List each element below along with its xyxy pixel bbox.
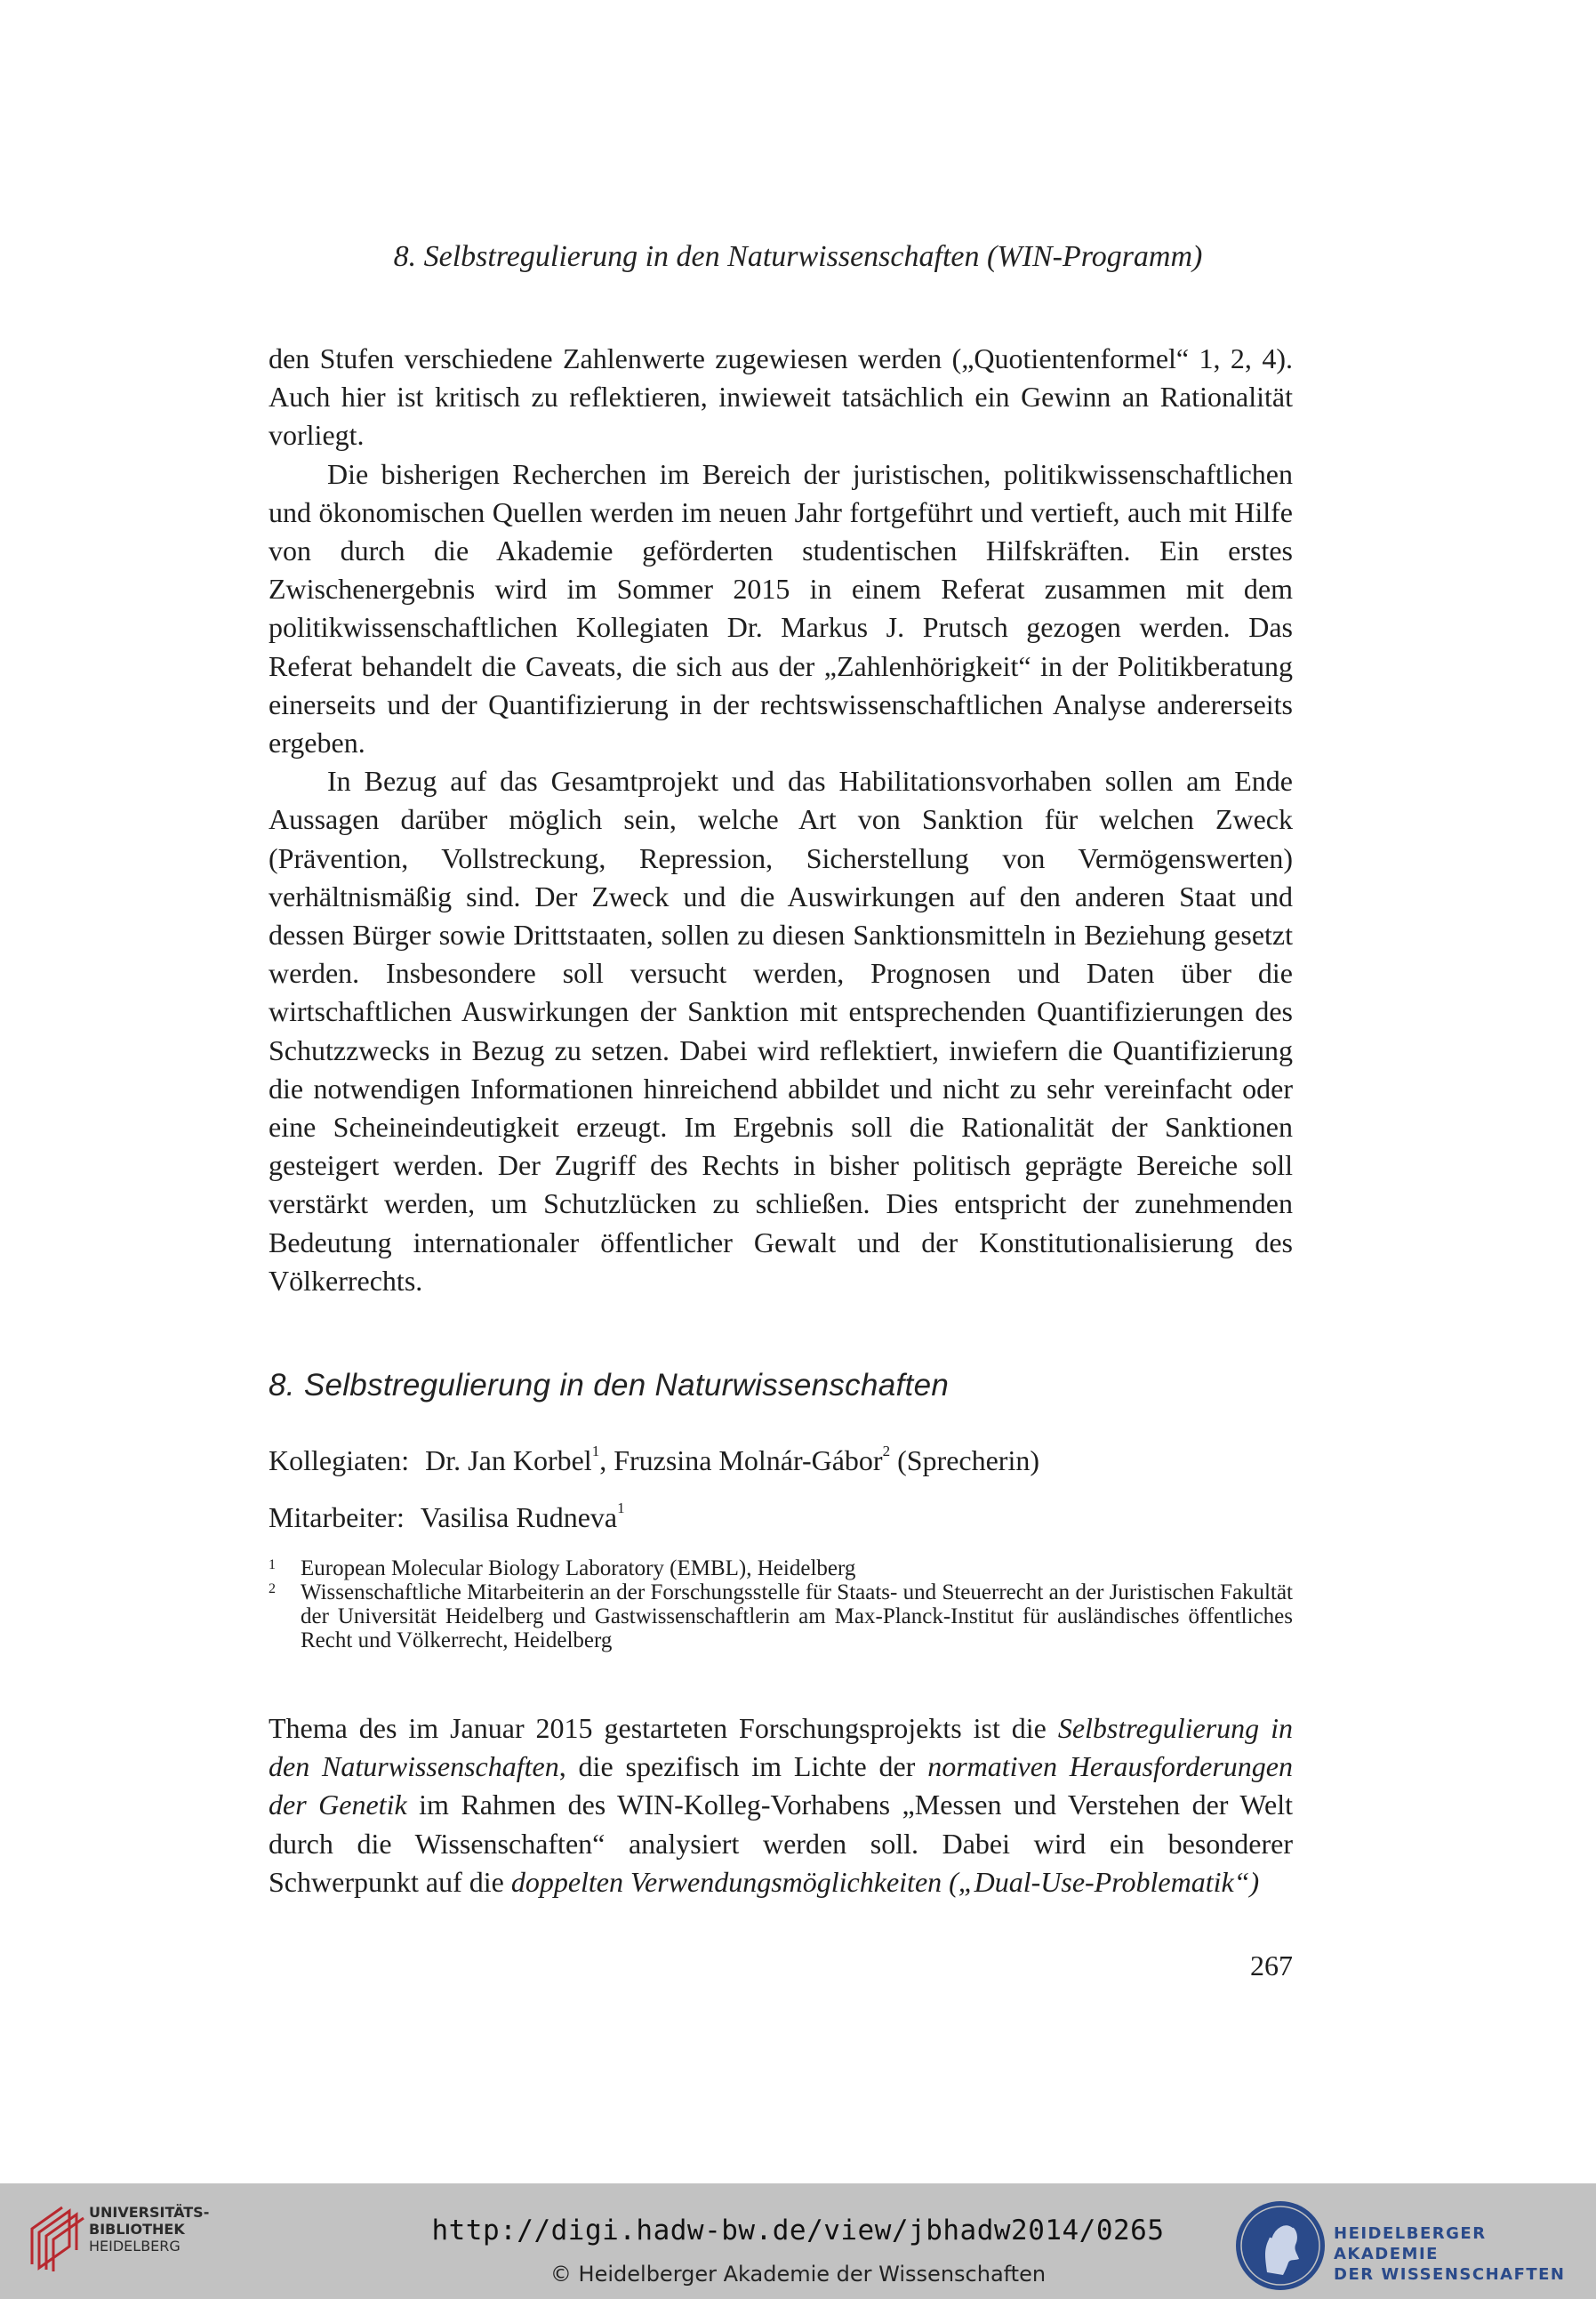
- footnote-number: 1: [269, 1557, 276, 1572]
- kollegiaten-line: [269, 1444, 1039, 1477]
- hadw-line: DER WISSENSCHAFTEN: [1334, 2265, 1566, 2284]
- mitarbeiter-label: Mitarbeiter:: [269, 1501, 405, 1533]
- footnote: [269, 1556, 1293, 1580]
- mitarbeiter-line: [269, 1501, 625, 1534]
- text-run: im Rahmen des WIN-Kolleg-Vorhabens „Messen und Verstehen der Welt durch die Wissenschaften“ analysiert werden soll. Dabei wird ein besonderer Schwerpunkt auf die: [269, 1789, 1293, 1898]
- italic-run: normativen Herausforderungen der Genetik: [269, 1750, 1294, 1821]
- footnote: [269, 1580, 1293, 1652]
- footnote-text: Wissenschaftliche Mitarbeiterin an der Forschungsstelle für Staats- und Steuerrecht an der Juristischen Fakultät der Universität Heidelberg und Gastwissenschaftlerin am Max-Planck-Institut für ausländisches öffentliches Recht und Völkerrecht, Heidelberg: [301, 1580, 1293, 1652]
- footnote-ref: 1: [591, 1443, 600, 1459]
- section-heading: 8. Selbstregulierung in den Naturwissenschaften: [269, 1368, 950, 1403]
- paragraph: In Bezug auf das Gesamtprojekt und das Habilitationsvorhaben sollen am Ende Aussagen darüber möglich sein, welche Art von Sanktion für welchen Zweck (Prävention, Vollstreckung, Repression, Sicherstellung von Vermögenswerten) verhältnismäßig sind. Der Zweck und die Auswirkungen auf den anderen Staat und dessen Bürger sowie Drittstaaten, sollen zu diesen Sanktionsmitteln in Beziehung gesetzt werden. Insbesondere soll versucht werden, Prognosen und Daten über die wirtschaftlichen Auswirkungen der Sanktion mit entsprechenden Quantifizierungen des Schutzzwecks in Bezug zu setzen. Dabei wird reflektiert, inwiefern die Quantifizierung die notwendigen Informationen hinreichend abbildet und nicht zu sehr vereinfacht oder eine Scheineindeutigkeit erzeugt. Im Ergebnis soll die Rationalität der Sanktionen gesteigert werden. Der Zugriff des Rechts in bisher politisch geprägte Bereiche soll verstärkt werden, um Schutzlücken zu schließen. Dies entspricht der zunehmenden Bedeutung internationaler öffentlicher Gewalt und der Konstitutionalisierung des Völkerrechts.: [269, 765, 1293, 1297]
- hadw-line: HEIDELBERGER AKADEMIE: [1334, 2224, 1487, 2263]
- page-number: 267: [1250, 1949, 1293, 1981]
- mitarbeiter-name: Vasilisa Rudneva: [420, 1501, 618, 1533]
- kollegiat-name: Dr. Jan Korbel: [425, 1444, 592, 1476]
- kollegiat-role: (Sprecherin): [890, 1444, 1039, 1476]
- hadw-seal-icon: [1231, 2197, 1329, 2295]
- italic-run: doppelten Verwendungsmöglichkeiten („Dual-Use-Problematik“): [510, 1865, 1260, 1898]
- footnote-ref: 2: [882, 1443, 891, 1459]
- footnote-text: European Molecular Biology Laboratory (EMBL), Heidelberg: [301, 1556, 856, 1580]
- footnotes: [269, 1556, 1293, 1652]
- paragraph: den Stufen verschiedene Zahlenwerte zugewiesen werden („Quotientenformel“ 1, 2, 4). Auch hier ist kritisch zu reflektieren, inwieweit tatsächlich ein Gewinn an Rationalität vorliegt.: [269, 342, 1293, 452]
- ub-line: UNIVERSITÄTS-: [89, 2204, 210, 2221]
- ub-line: HEIDELBERG: [89, 2238, 180, 2255]
- body-text-top: [269, 340, 1293, 1300]
- kollegiaten-label: Kollegiaten:: [269, 1444, 410, 1476]
- ub-line: BIBLIOTHEK: [89, 2221, 185, 2238]
- footer-url-link[interactable]: http://digi.hadw-bw.de/view/jbhadw2014/0265: [431, 2215, 1165, 2247]
- text-run: , die spezifisch im Lichte der: [558, 1750, 928, 1783]
- footnote-ref: 1: [617, 1499, 625, 1516]
- body-text-bottom: [269, 1709, 1293, 1901]
- hadw-wordmark: [1334, 2223, 1596, 2285]
- running-head: 8. Selbstregulierung in den Naturwissenschaften (WIN-Programm): [393, 240, 1203, 273]
- separator: ,: [599, 1444, 614, 1476]
- footnote-number: 2: [269, 1581, 276, 1596]
- italic-run: Selbstregulierung in den Naturwissenschaften: [269, 1712, 1294, 1783]
- paragraph: [269, 1709, 1293, 1901]
- footer-copyright: © Heidelberger Akademie der Wissenschaften: [549, 2262, 1047, 2287]
- kollegiat-name: Fruzsina Molnár-Gábor: [614, 1444, 883, 1476]
- paragraph: Die bisherigen Recherchen im Bereich der juristischen, politikwissenschaftlichen und ökonomischen Quellen werden im neuen Jahr fortgeführt und vertieft, auch mit Hilfe von durch die Akademie geförderten studentischen Hilfskräften. Ein erstes Zwischenergebnis wird im Sommer 2015 in einem Referat zusammen mit dem politikwissenschaftlichen Kollegiaten Dr. Markus J. Prutsch gezogen werden. Das Referat behandelt die Caveats, die sich aus der „Zahlenhörigkeit“ in der Politikberatung einerseits und der Quantifizierung in der rechtswissenschaftlichen Analyse andererseits ergeben.: [269, 457, 1293, 760]
- text-run: Thema des im Januar 2015 gestarteten Forschungsprojekts ist die: [269, 1712, 1058, 1744]
